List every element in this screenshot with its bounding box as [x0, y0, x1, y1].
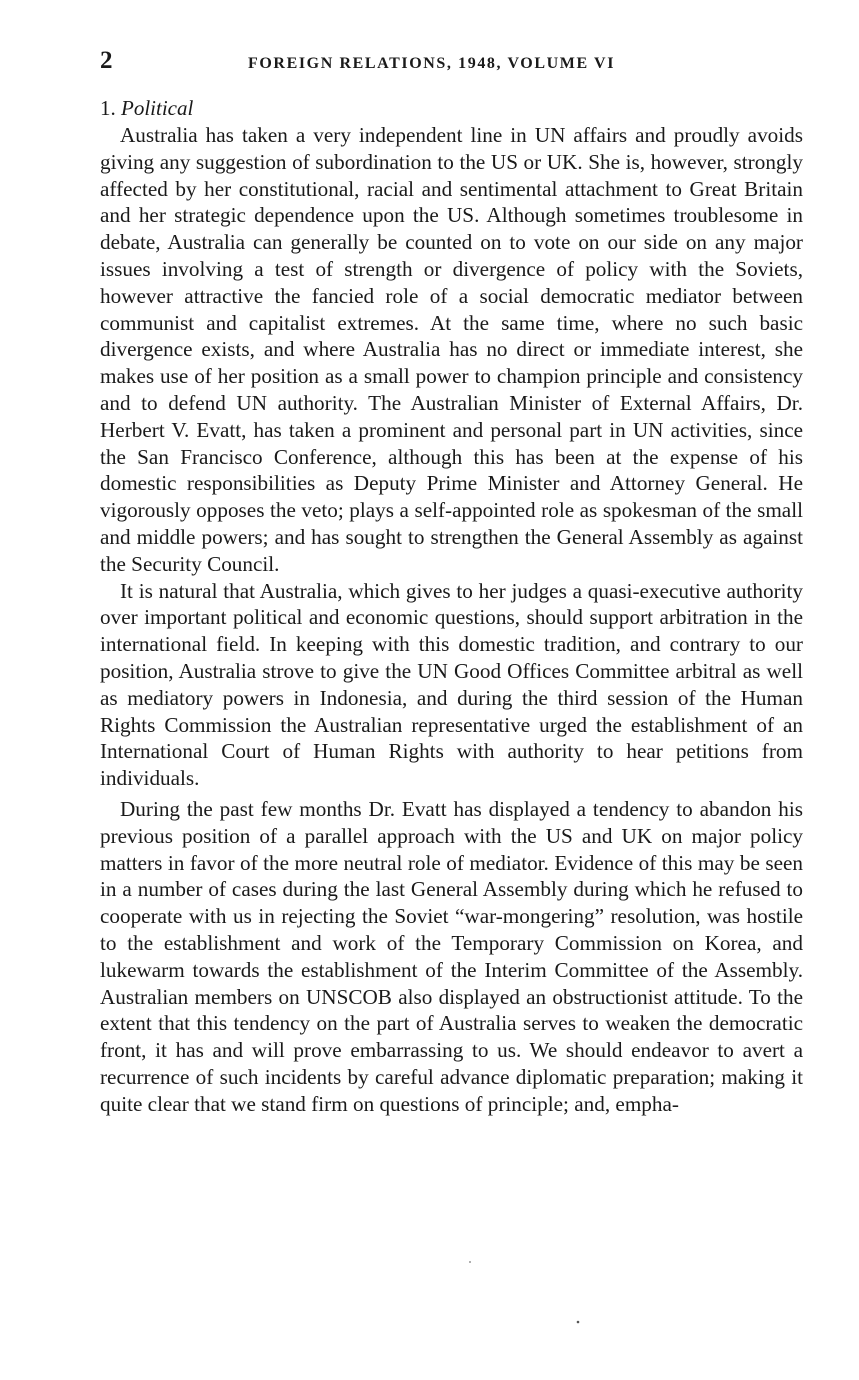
page-number: 2 [100, 47, 113, 74]
section-number: 1. [100, 96, 116, 120]
body-paragraph: During the past few months Dr. Evatt has displayed a tendency to abandon his previous position of a parallel approach with the US and UK on major policy matters in favor of the more neutral role of mediator. Evidence of this may be seen in a number of cases during the last General Assembly during which he refused to cooperate with us in rejecting the Soviet “war-mongering” resolution, was hostile to the establishment and work of the Temporary Commission on Korea, and lukewarm towards the establishment of the Interim Committee of the Assembly. Australian members on UNSCOB also displayed an obstructionist attitude. To the extent that this tendency on the part of Australia serves to weaken the democratic front, it has and will prove embarrassing to us. We should endeavor to avert a recurrence of such incidents by careful advance diplomatic preparation; making it quite clear that we stand firm on questions of principle; and, empha- [100, 796, 803, 1116]
running-title: FOREIGN RELATIONS, 1948, VOLUME VI [248, 55, 616, 72]
scan-speck [577, 1321, 580, 1324]
section-title: Political [121, 96, 194, 120]
body-paragraph: Australia has taken a very independent line in UN affairs and proudly avoids giving any suggestion of subordination to the US or UK. She is, however, strongly affected by her constitutional, racial and sentimental attachment to Great Britain and her strategic dependence upon the US. Although sometimes troublesome in debate, Australia can generally be counted on to vote on our side on any major issues involving a test of strength or divergence of policy with the Soviets, however attractive the fancied role of a social democratic mediator between communist and capitalist extremes. At the same time, where no such basic divergence exists, and where Australia has no direct or immediate interest, she makes use of her position as a small power to champion principle and consistency and to defend UN authority. The Australian Minister of External Affairs, Dr. Herbert V. Evatt, has taken a prominent and personal part in UN activities, since the San Francisco Conference, although this has been at the expense of his domestic responsibilities as Deputy Prime Minister and Attorney General. He vigorously opposes the veto; plays a self-appointed role as spokesman of the small and middle powers; and has sought to strengthen the General Assembly as against the Security Council. [100, 123, 803, 576]
body-paragraph: It is natural that Australia, which gives to her judges a quasi-executive authority over important political and economic questions, should support arbitration in the international field. In keeping with this domestic tradition, and contrary to our position, Australia strove to give the UN Good Offices Committee arbitral as well as mediatory powers in Indonesia, and during the third session of the Human Rights Commission the Australian representative urged the establishment of an International Court of Human Rights with authority to hear petitions from individuals. [100, 578, 803, 791]
scan-speck [469, 1261, 471, 1263]
